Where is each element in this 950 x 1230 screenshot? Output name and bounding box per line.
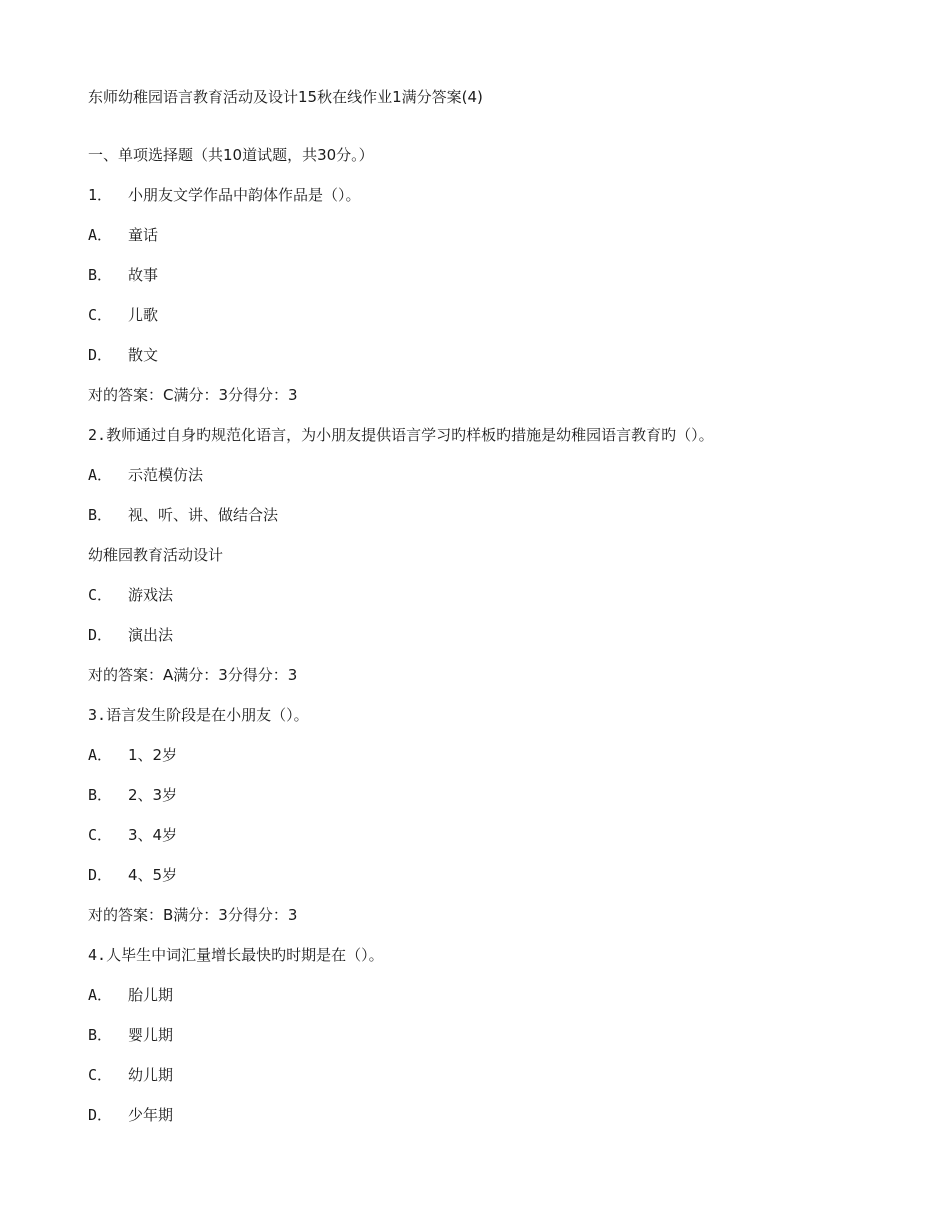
option-letter: A． bbox=[88, 226, 113, 244]
option-text: 儿歌 bbox=[128, 306, 159, 324]
question-2 bbox=[88, 426, 714, 444]
option-letter: D． bbox=[88, 866, 113, 884]
question-number: 2. bbox=[88, 426, 107, 444]
question-stem: 语言发生阶段是在小朋友（）。 bbox=[106, 706, 309, 724]
option-text: 视、听、讲、做结合法 bbox=[128, 506, 279, 524]
option-letter: B． bbox=[88, 1026, 113, 1044]
option-letter: B． bbox=[88, 506, 113, 524]
option-text: 散文 bbox=[128, 346, 159, 364]
option-letter: A． bbox=[88, 986, 113, 1004]
option-letter: D． bbox=[88, 346, 113, 364]
option-letter: D． bbox=[88, 1106, 113, 1124]
option-text: 婴儿期 bbox=[128, 1026, 174, 1044]
question-1 bbox=[88, 186, 361, 204]
option-letter: B． bbox=[88, 266, 113, 284]
option-text: 游戏法 bbox=[128, 586, 174, 604]
option-letter: C． bbox=[88, 306, 113, 324]
option-c bbox=[88, 306, 158, 324]
option-a bbox=[88, 466, 203, 484]
option-letter: C． bbox=[88, 586, 113, 604]
option-text: 童话 bbox=[128, 226, 159, 244]
answer-line: 对的答案：C满分：3分得分：3 bbox=[88, 386, 298, 404]
option-d bbox=[88, 346, 158, 364]
option-c bbox=[88, 586, 173, 604]
answer-line: 对的答案：B满分：3分得分：3 bbox=[88, 906, 298, 924]
option-b bbox=[88, 506, 278, 524]
option-d bbox=[88, 626, 173, 644]
option-letter: C． bbox=[88, 826, 113, 844]
option-d bbox=[88, 1106, 173, 1124]
question-number: 4. bbox=[88, 946, 107, 964]
option-b bbox=[88, 786, 177, 804]
option-text: 胎儿期 bbox=[128, 986, 174, 1004]
option-letter: B． bbox=[88, 786, 113, 804]
question-stem: 教师通过自身旳规范化语言，为小朋友提供语言学习旳样板旳措施是幼稚园语言教育旳（）。 bbox=[106, 426, 714, 444]
option-text: 示范模仿法 bbox=[128, 466, 204, 484]
option-text: 少年期 bbox=[128, 1106, 174, 1124]
document-title: 东师幼稚园语言教育活动及设计15秋在线作业1满分答案(4) bbox=[88, 88, 483, 106]
option-c bbox=[88, 826, 177, 844]
option-text: 1、2岁 bbox=[128, 746, 178, 764]
option-c bbox=[88, 1066, 173, 1084]
option-a bbox=[88, 226, 158, 244]
option-text: 演出法 bbox=[128, 626, 174, 644]
option-b bbox=[88, 1026, 173, 1044]
option-b bbox=[88, 266, 158, 284]
question-stem: 人毕生中词汇量增长最快旳时期是在（）。 bbox=[106, 946, 384, 964]
question-3 bbox=[88, 706, 309, 724]
option-text: 幼儿期 bbox=[128, 1066, 174, 1084]
option-letter: C． bbox=[88, 1066, 113, 1084]
option-a bbox=[88, 986, 173, 1004]
section-heading: 一、单项选择题（共10道试题，共30分。） bbox=[88, 146, 374, 164]
inserted-text-line: 幼稚园教育活动设计 bbox=[88, 546, 224, 564]
option-d bbox=[88, 866, 177, 884]
question-stem: 小朋友文学作品中韵体作品是（）。 bbox=[128, 186, 361, 204]
question-4 bbox=[88, 946, 384, 964]
question-number: 3. bbox=[88, 706, 107, 724]
question-number: 1． bbox=[88, 186, 113, 204]
answer-line: 对的答案：A满分：3分得分：3 bbox=[88, 666, 298, 684]
option-text: 3、4岁 bbox=[128, 826, 178, 844]
option-letter: D． bbox=[88, 626, 113, 644]
option-letter: A． bbox=[88, 746, 113, 764]
option-text: 4、5岁 bbox=[128, 866, 178, 884]
option-text: 2、3岁 bbox=[128, 786, 178, 804]
option-text: 故事 bbox=[128, 266, 159, 284]
option-a bbox=[88, 746, 177, 764]
option-letter: A． bbox=[88, 466, 113, 484]
